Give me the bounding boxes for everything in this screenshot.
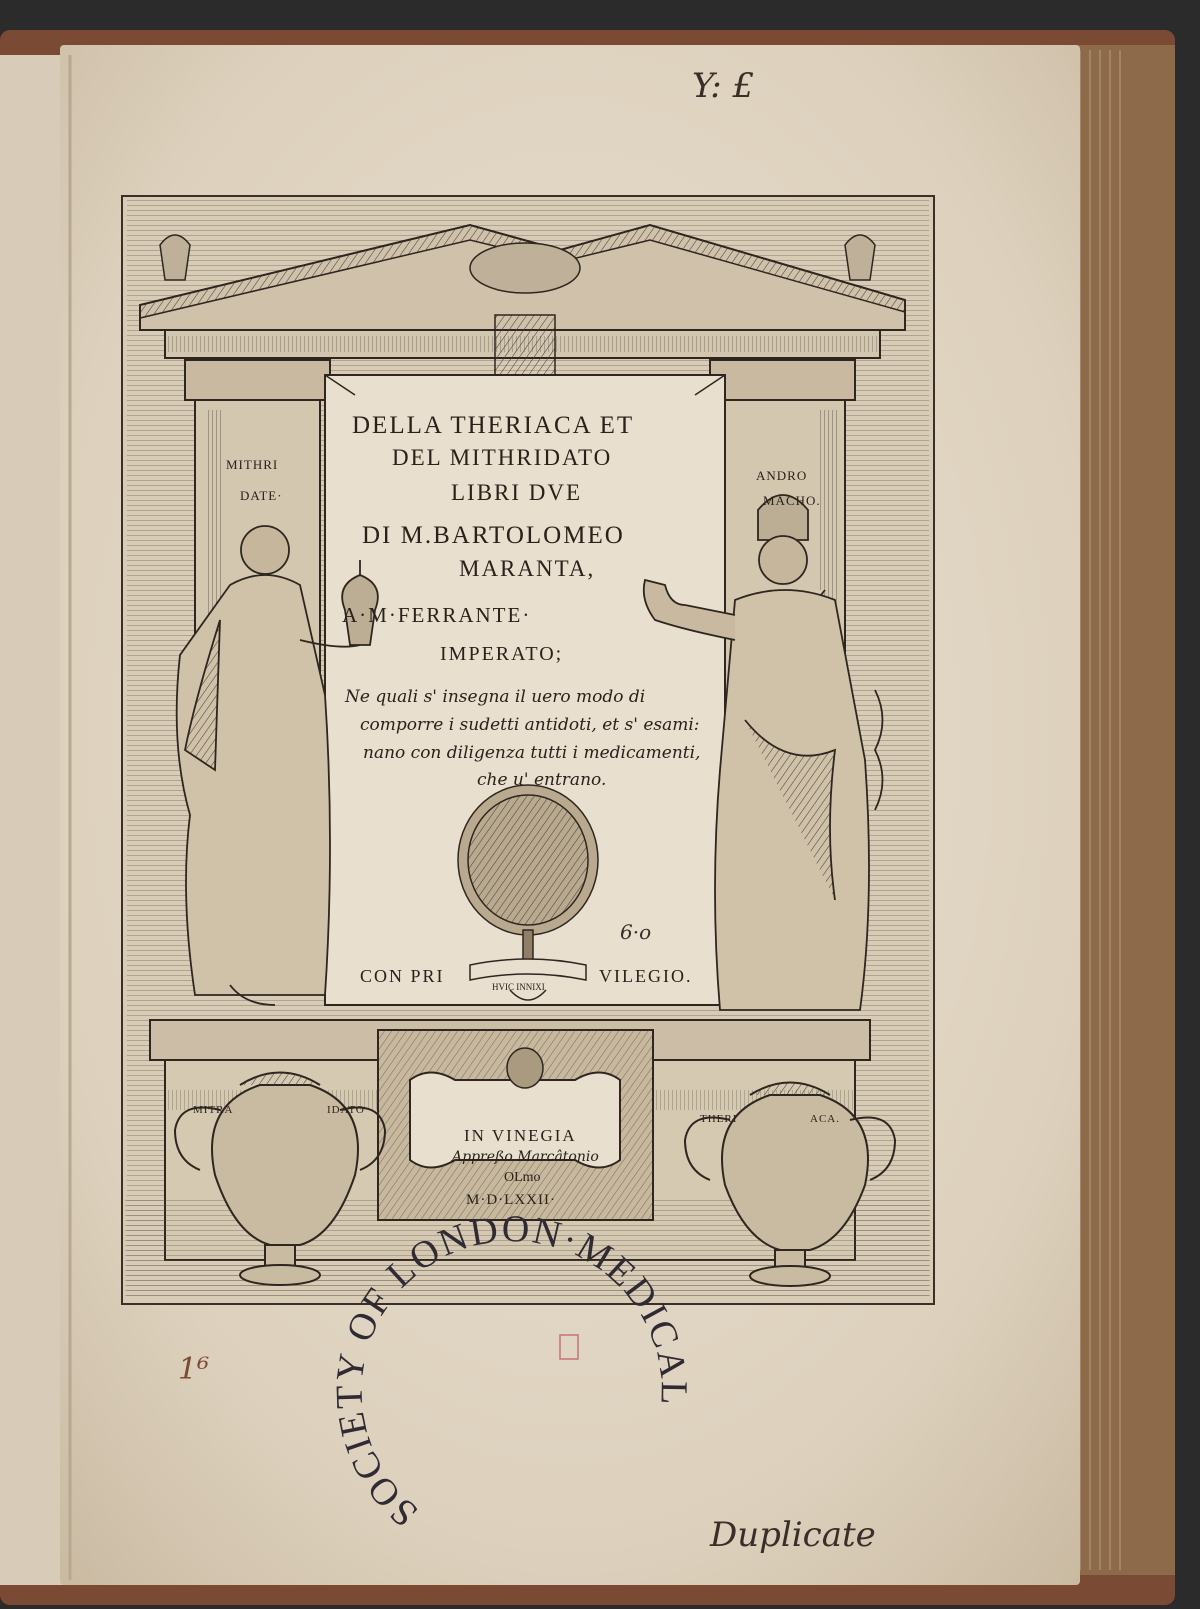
pedestal-right-label: THERI — [700, 1113, 738, 1125]
title-line-1: DELLA THERIACA ET — [352, 412, 635, 439]
pedestal-left-label: MITRA — [193, 1104, 234, 1116]
title-line-2: DEL MITHRIDATO — [392, 445, 613, 470]
stamp-text: SOCIETY OF LONDON·MEDICAL — [328, 1207, 695, 1535]
left-figure-label-2: DATE· — [240, 488, 283, 503]
imprint-printer: Appreßo Marcâtonio — [452, 1149, 599, 1165]
subtitle-line-1: Ne quali s' insegna il uero modo di — [345, 687, 646, 707]
handwritten-left-note: 1⁶ — [178, 1352, 210, 1387]
imprint-date: M·D·LXXII· — [466, 1192, 556, 1208]
privilege-right: VILEGIO. — [599, 966, 693, 986]
dedicatee-line-1: A·M·FERRANTE· — [342, 603, 532, 627]
pedestal-right-label-2: ACA. — [810, 1113, 840, 1125]
handwritten-duplicate: Duplicate — [710, 1515, 876, 1555]
right-figure-label-1: ANDRO — [756, 468, 808, 483]
author-line-2: MARANTA, — [459, 556, 596, 581]
subtitle-line-3: nano con diligenza tutti i medicamenti, — [363, 743, 701, 763]
imprint-city: IN VINEGIA — [464, 1126, 577, 1145]
pedestal-left-label-2: IDATO — [327, 1104, 365, 1116]
author-line-1: DI M.BARTOLOMEO — [362, 522, 625, 549]
handwritten-shelfmark: Y: £ — [692, 66, 755, 106]
right-figure-label-2: MACHO. — [763, 493, 821, 508]
emblem-motto: HVIC INNIXI — [492, 982, 545, 992]
dedicatee-line-2: IMPERATO; — [440, 643, 564, 665]
left-figure-label-1: MITHRI — [226, 457, 279, 472]
title-line-3: LIBRI DVE — [451, 480, 583, 505]
subtitle-line-4: che u' entrano. — [477, 770, 607, 790]
imprint-printer-2: OLmo — [504, 1170, 541, 1185]
handwritten-margin-mark: 6·o — [620, 920, 652, 944]
subtitle-line-2: comporre i sudetti antidoti, et s' esami: — [360, 715, 700, 735]
privilege-left: CON PRI — [360, 966, 445, 986]
